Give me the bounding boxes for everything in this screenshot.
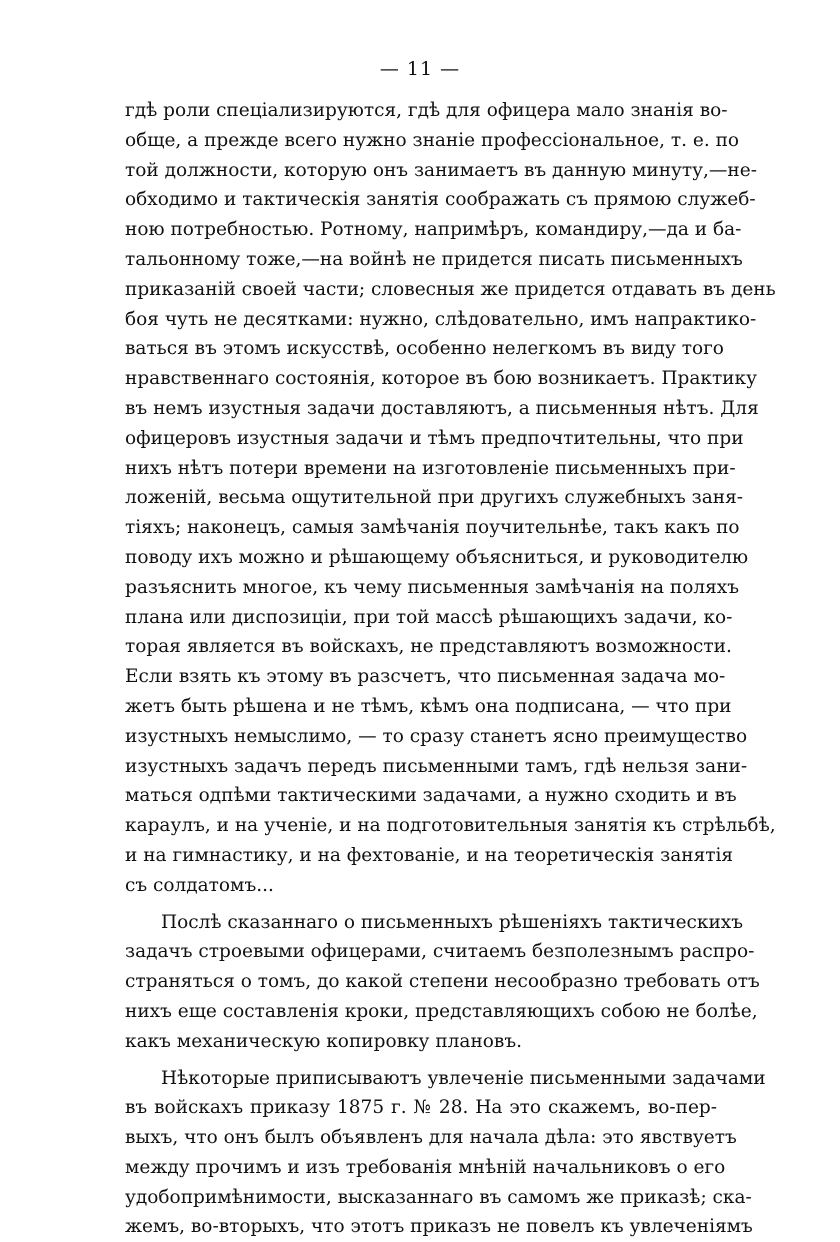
text-line: нихъ еще составленія кроки, представляющихъ собою не болѣе, <box>125 997 717 1027</box>
text-line: страняться о томъ, до какой степени несообразно требовать отъ <box>125 967 717 997</box>
text-line: разъяснить многое, къ чему письменныя замѣчанія на поляхъ <box>125 573 717 603</box>
text-line: той должности, которую онъ занимаетъ въ данную минуту,—не- <box>125 156 717 186</box>
text-line: торая является въ войскахъ, не представляютъ возможности. <box>125 632 717 662</box>
text-line: Послѣ сказаннаго о письменныхъ рѣшеніяхъ тактическихъ <box>125 908 717 938</box>
text-line: съ солдатомъ... <box>125 871 717 901</box>
text-line: боя чуть не десятками: нужно, слѣдовательно, имъ напрактико- <box>125 305 717 335</box>
text-line: ложеній, весьма ощутительной при другихъ служебныхъ заня- <box>125 483 717 513</box>
text-line: обще, а прежде всего нужно знаніе профессіональное, т. е. по <box>125 126 717 156</box>
text-line: между прочимъ и изъ требованія мнѣній начальниковъ о его <box>125 1153 717 1183</box>
text-line: маться одпѣми тактическими задачами, а нужно сходить и въ <box>125 781 717 811</box>
text-line: ною потребностью. Ротному, напримѣръ, командиру,—да и ба- <box>125 215 717 245</box>
text-line: ваться въ этомъ искусствѣ, особенно нелегкомъ въ виду того <box>125 334 717 364</box>
text-line: въ войскахъ приказу 1875 г. № 28. На это скажемъ, во-пер- <box>125 1093 717 1123</box>
text-line: задачъ строевыми офицерами, считаемъ безполезнымъ распро- <box>125 937 717 967</box>
text-line: выхъ, что онъ былъ объявленъ для начала дѣла: это явствуетъ <box>125 1123 717 1153</box>
paragraph-3 <box>125 1064 717 1242</box>
text-line: гдѣ роли спеціализируются, гдѣ для офицера мало знанія во- <box>125 96 717 126</box>
text-line: Если взять къ этому въ разсчетъ, что письменная задача мо- <box>125 662 717 692</box>
text-line: офицеровъ изустныя задачи и тѣмъ предпочтительны, что при <box>125 424 717 454</box>
text-line: поводу ихъ можно и рѣшающему объясниться, и руководителю <box>125 543 717 573</box>
text-line: жемъ, во-вторыхъ, что этотъ приказъ не повелъ къ увлеченіямъ <box>125 1212 717 1242</box>
text-line: нихъ нѣтъ потери времени на изготовленіе письменныхъ при- <box>125 454 717 484</box>
text-line: въ немъ изустныя задачи доставляютъ, а письменныя нѣтъ. Для <box>125 394 717 424</box>
page-number: — 11 — <box>0 58 840 80</box>
text-line: тальонному тоже,—на войнѣ не придется писать письменныхъ <box>125 245 717 275</box>
text-line: караулъ, и на ученіе, и на подготовительныя занятія къ стрѣльбѣ, <box>125 811 717 841</box>
text-line: нравственнаго состоянія, которое въ бою возникаетъ. Практику <box>125 364 717 394</box>
text-line: удобопримѣнимости, высказаннаго въ самомъ же приказѣ; ска- <box>125 1183 717 1213</box>
paragraph-1 <box>125 96 717 901</box>
text-line: и на гимнастику, и на фехтованіе, и на теоретическія занятія <box>125 841 717 871</box>
text-line: тіяхъ; наконецъ, самыя замѣчанія поучительнѣе, такъ какъ по <box>125 513 717 543</box>
text-line: Нѣкоторые приписываютъ увлеченіе письменными задачами <box>125 1064 717 1094</box>
text-line: жетъ быть рѣшена и не тѣмъ, кѣмъ она подписана, — что при <box>125 692 717 722</box>
paragraph-2 <box>125 908 717 1057</box>
text-line: изустныхъ задачъ передъ письменными тамъ, гдѣ нельзя зани- <box>125 752 717 782</box>
text-line: изустныхъ немыслимо, — то сразу станетъ ясно преимущество <box>125 722 717 752</box>
body-text <box>125 96 717 1242</box>
text-line: какъ механическую копировку плановъ. <box>125 1027 717 1057</box>
text-line: обходимо и тактическія занятія соображать съ прямою служеб- <box>125 185 717 215</box>
text-line: приказаній своей части; словесныя же придется отдавать въ день <box>125 275 717 305</box>
text-line: плана или диспозиціи, при той массѣ рѣшающихъ задачи, ко- <box>125 603 717 633</box>
